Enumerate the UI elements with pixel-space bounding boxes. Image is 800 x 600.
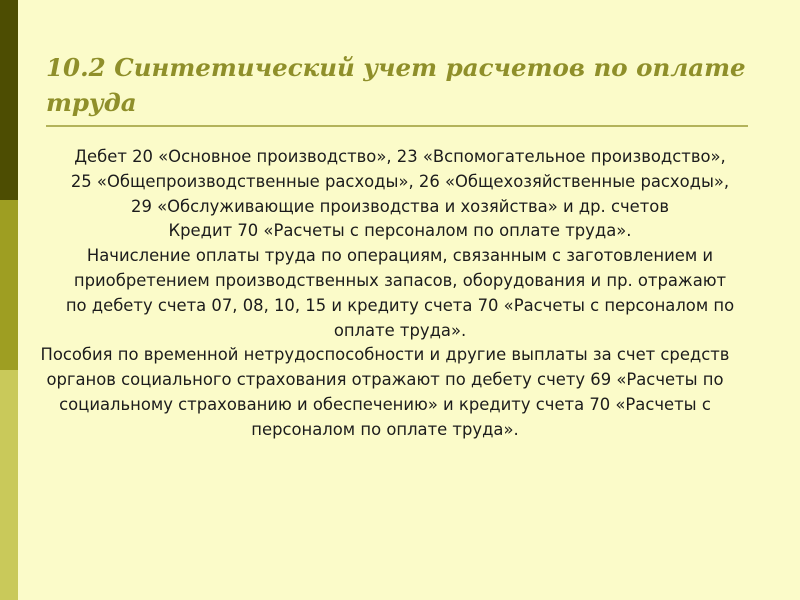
- debit-accounts-paragraph: Дебет 20 «Основное производство», 23 «Вспомогательное производство», 25 «Общепроизводственные расходы», 26 «Общехозяйственные расходы», 29 «Обслуживающие производства и хозяйства» и др. счетов: [70, 147, 730, 216]
- side-bar-segment-mid: [0, 200, 18, 370]
- side-bar-segment-light: [0, 370, 18, 600]
- title-divider: [46, 125, 748, 127]
- credit-account-paragraph: Кредит 70 «Расчеты с персоналом по оплате труда».: [168, 221, 632, 241]
- slide-body: [40, 145, 760, 443]
- side-bar-segment-dark: [0, 0, 18, 200]
- benefits-paragraph: Пособия по временной нетрудоспособности и другие выплаты за счет средств органов социального страхования отражают по дебету счету 69 «Расчеты по социальному страхованию и обеспечению» и кредиту счета 70 «Расчеты с персоналом по оплате труда».: [40, 345, 730, 439]
- accrual-paragraph: Начисление оплаты труда по операциям, связанным с заготовлением и приобретением производственных запасов, оборудования и пр. отражают по дебету счета 07, 08, 10, 15 и кредиту счета 70 «Расчеты с персоналом по оплате труда».: [65, 246, 735, 340]
- side-accent-bar: [0, 0, 18, 600]
- slide-title: 10.2 Синтетический учет расчетов по оплате труда: [46, 53, 746, 117]
